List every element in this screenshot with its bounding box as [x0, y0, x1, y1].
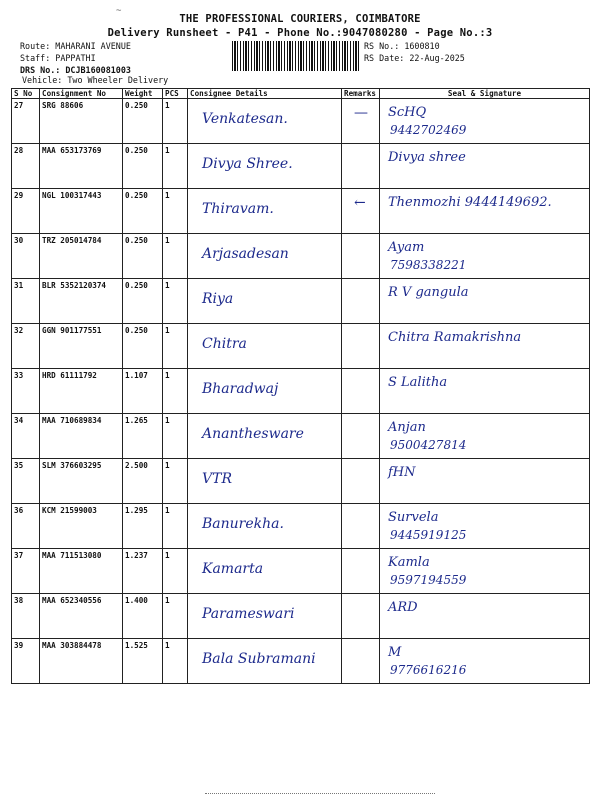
cell-remarks: [342, 279, 380, 324]
cell-pcs: 1: [163, 324, 188, 369]
cell-consignment: MAA 710689834: [40, 414, 123, 459]
cell-weight: 1.525: [123, 639, 163, 684]
cell-sno: 37: [12, 549, 40, 594]
consignee-handwritten-name: Ananthesware: [202, 426, 304, 442]
runsheet-table: [11, 88, 590, 684]
consignee-handwritten-name: VTR: [202, 471, 232, 487]
cell-weight: 2.500: [123, 459, 163, 504]
cell-remarks: [342, 234, 380, 279]
signature: S Lalitha: [388, 375, 448, 390]
cell-pcs: 1: [163, 549, 188, 594]
cell-weight: 1.400: [123, 594, 163, 639]
cell-seal-signature: [380, 234, 590, 279]
cell-consignment: MAA 303884478: [40, 639, 123, 684]
cell-sno: 33: [12, 369, 40, 414]
col-sno: S No: [12, 89, 40, 99]
barcode: [232, 41, 360, 71]
cell-seal-signature: [380, 459, 590, 504]
col-weight: Weight: [123, 89, 163, 99]
table-row: [12, 279, 590, 324]
cell-remarks: [342, 459, 380, 504]
table-row: [12, 459, 590, 504]
remark-mark: —: [354, 105, 368, 121]
cell-consignee: [188, 369, 342, 414]
cell-remarks: [342, 549, 380, 594]
cell-consignee: [188, 639, 342, 684]
cell-consignee: [188, 279, 342, 324]
table-row: [12, 234, 590, 279]
cell-seal-signature: [380, 144, 590, 189]
cell-consignee: [188, 459, 342, 504]
consignee-handwritten-name: Riya: [202, 291, 234, 307]
cell-pcs: 1: [163, 504, 188, 549]
signature: R V gangula: [388, 285, 469, 300]
cell-consignment: MAA 652340556: [40, 594, 123, 639]
cell-pcs: 1: [163, 639, 188, 684]
staff-label: Staff: PAPPATHI: [20, 53, 96, 63]
cell-remarks: [342, 324, 380, 369]
cell-sno: 39: [12, 639, 40, 684]
cell-pcs: 1: [163, 414, 188, 459]
signature: Divya shree: [388, 150, 466, 165]
consignee-handwritten-name: Banurekha.: [202, 516, 284, 532]
cell-weight: 1.295: [123, 504, 163, 549]
consignee-handwritten-name: Venkatesan.: [202, 111, 288, 127]
cell-pcs: 1: [163, 234, 188, 279]
cell-remarks: [342, 144, 380, 189]
cell-pcs: 1: [163, 99, 188, 144]
top-mark: ~: [116, 6, 122, 16]
cell-remarks: [342, 504, 380, 549]
remark-mark: ←: [354, 195, 366, 211]
cell-remarks: [342, 189, 380, 234]
table-header-row: [12, 89, 590, 99]
cell-consignment: BLR 5352120374: [40, 279, 123, 324]
cell-sno: 35: [12, 459, 40, 504]
cell-consignee: [188, 324, 342, 369]
cell-seal-signature: [380, 639, 590, 684]
cell-consignment: GGN 901177551: [40, 324, 123, 369]
consignee-handwritten-name: Chitra: [202, 336, 247, 352]
signature-phone: 9776616216: [390, 663, 467, 677]
cell-sno: 36: [12, 504, 40, 549]
cell-sno: 38: [12, 594, 40, 639]
cell-consignment: NGL 100317443: [40, 189, 123, 234]
cell-sno: 32: [12, 324, 40, 369]
cell-sno: 29: [12, 189, 40, 234]
table-row: [12, 144, 590, 189]
cell-consignee: [188, 234, 342, 279]
table-row: [12, 414, 590, 459]
cell-remarks: [342, 414, 380, 459]
cell-consignee: [188, 144, 342, 189]
cell-seal-signature: [380, 414, 590, 459]
cell-sno: 28: [12, 144, 40, 189]
bottom-dots: [205, 793, 435, 796]
table-row: [12, 99, 590, 144]
table-row: [12, 369, 590, 414]
cell-seal-signature: [380, 324, 590, 369]
cell-seal-signature: [380, 99, 590, 144]
table-row: [12, 549, 590, 594]
signature-phone: 7598338221: [390, 258, 467, 272]
table-row: [12, 504, 590, 549]
consignee-handwritten-name: Thiravam.: [202, 201, 274, 217]
cell-consignee: [188, 504, 342, 549]
signature: ScHQ: [388, 105, 427, 120]
signature: ARD: [388, 600, 418, 615]
cell-sno: 30: [12, 234, 40, 279]
cell-weight: 0.250: [123, 279, 163, 324]
col-pcs: PCS: [163, 89, 188, 99]
consignee-handwritten-name: Parameswari: [202, 606, 295, 622]
signature: Kamla: [388, 555, 430, 570]
cell-consignment: SRG 88606: [40, 99, 123, 144]
cell-consignee: [188, 594, 342, 639]
signature: Survela: [388, 510, 439, 525]
table-row: [12, 189, 590, 234]
cell-remarks: [342, 369, 380, 414]
col-remarks: Remarks: [342, 89, 380, 99]
cell-weight: 1.107: [123, 369, 163, 414]
signature: Thenmozhi 9444149692.: [388, 195, 552, 210]
cell-sno: 31: [12, 279, 40, 324]
cell-seal-signature: [380, 594, 590, 639]
cell-sno: 27: [12, 99, 40, 144]
cell-consignment: SLM 376603295: [40, 459, 123, 504]
cell-remarks: [342, 99, 380, 144]
cell-consignment: MAA 653173769: [40, 144, 123, 189]
consignee-handwritten-name: Bharadwaj: [202, 381, 279, 397]
cell-seal-signature: [380, 504, 590, 549]
table-row: [12, 594, 590, 639]
cell-weight: 0.250: [123, 189, 163, 234]
cell-weight: 0.250: [123, 144, 163, 189]
signature-phone: 9445919125: [390, 528, 467, 542]
cell-pcs: 1: [163, 369, 188, 414]
signature-phone: 9597194559: [390, 573, 467, 587]
cell-consignment: KCM 21599003: [40, 504, 123, 549]
cell-weight: 1.265: [123, 414, 163, 459]
cell-seal-signature: [380, 279, 590, 324]
cell-consignee: [188, 99, 342, 144]
consignee-handwritten-name: Divya Shree.: [202, 156, 293, 172]
cell-remarks: [342, 594, 380, 639]
cell-pcs: 1: [163, 594, 188, 639]
route-label: Route: MAHARANI AVENUE: [20, 41, 131, 51]
drs-label: DRS No.: DCJB160081003: [20, 65, 131, 75]
cell-seal-signature: [380, 549, 590, 594]
table-row: [12, 639, 590, 684]
signature: Anjan: [388, 420, 426, 435]
cell-sno: 34: [12, 414, 40, 459]
table-row: [12, 324, 590, 369]
cell-consignee: [188, 549, 342, 594]
company-title: THE PROFESSIONAL COURIERS, COIMBATORE: [179, 13, 421, 25]
consignee-handwritten-name: Bala Subramani: [202, 651, 316, 667]
signature: Chitra Ramakrishna: [388, 330, 522, 345]
signature-phone: 9442702469: [390, 123, 467, 137]
cell-seal-signature: [380, 189, 590, 234]
consignee-handwritten-name: Kamarta: [202, 561, 264, 577]
cell-pcs: 1: [163, 189, 188, 234]
rs-date: RS Date: 22-Aug-2025: [364, 53, 465, 63]
col-consignment: Consignment No: [40, 89, 123, 99]
vehicle-label: Vehicle: Two Wheeler Delivery: [22, 75, 169, 85]
cell-seal-signature: [380, 369, 590, 414]
consignee-handwritten-name: Arjasadesan: [202, 246, 289, 262]
cell-weight: 0.250: [123, 324, 163, 369]
signature-phone: 9500427814: [390, 438, 467, 452]
cell-pcs: 1: [163, 144, 188, 189]
cell-weight: 0.250: [123, 99, 163, 144]
cell-consignee: [188, 414, 342, 459]
cell-consignee: [188, 189, 342, 234]
cell-consignment: TRZ 205014784: [40, 234, 123, 279]
col-seal: Seal & Signature: [380, 89, 590, 99]
runsheet-title: Delivery Runsheet - P41 - Phone No.:9047080280 - Page No.:3: [107, 27, 493, 39]
cell-consignment: MAA 711513080: [40, 549, 123, 594]
col-consignee: Consignee Details: [188, 89, 342, 99]
cell-pcs: 1: [163, 279, 188, 324]
signature: M: [388, 645, 402, 660]
signature: fHN: [388, 465, 416, 480]
cell-remarks: [342, 639, 380, 684]
cell-weight: 0.250: [123, 234, 163, 279]
cell-weight: 1.237: [123, 549, 163, 594]
cell-consignment: HRD 61111792: [40, 369, 123, 414]
cell-pcs: 1: [163, 459, 188, 504]
signature: Ayam: [388, 240, 425, 255]
rs-number: RS No.: 1600810: [364, 41, 440, 51]
